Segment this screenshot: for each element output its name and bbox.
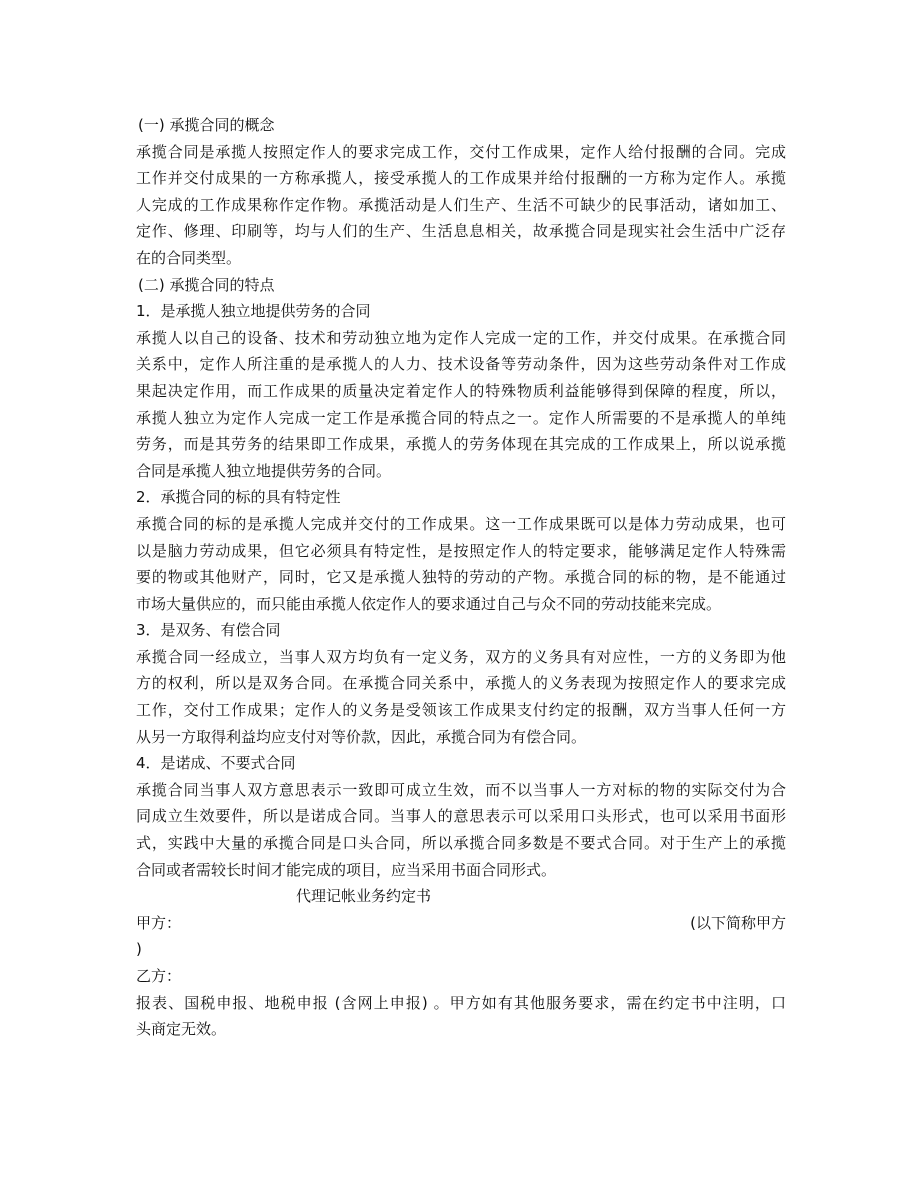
paragraph-concept — [136, 139, 786, 272]
text-line: 承揽合同当事人双方意思表示一致即可成立生效，而不以当事人一方对标的物的实际交付为合 — [136, 780, 786, 799]
paragraph-feature-4 — [136, 777, 786, 883]
text-line: 承揽合同的标的是承揽人完成并交付的工作成果。这一工作成果既可以是体力劳动成果，也可 — [136, 514, 786, 533]
text-line: 承揽合同是承揽人按照定作人的要求完成工作，交付工作成果，定作人给付报酬的合同。完成 — [136, 142, 786, 161]
text-line: 定作、修理、印刷等，均与人们的生产、生活息息相关，故承揽合同是现实社会生活中广泛存 — [136, 222, 786, 241]
text-line: 劳务，而是其劳务的结果即工作成果，承揽人的劳务体现在其完成的工作成果上，所以说承揽 — [136, 435, 786, 454]
text-line: 市场大量供应的，而只能由承揽人依定作人的要求通过自己与众不同的劳动技能来完成。 — [136, 594, 722, 613]
section-heading-concept: (一) 承揽合同的概念 — [138, 116, 275, 134]
party-a-suffix: (以下简称甲方 — [690, 913, 786, 932]
text-line: 人完成的工作成果称作定作物。承揽活动是人们生产、生活不可缺少的民事活动，诸如加工、 — [136, 195, 786, 214]
feature-heading-1: 1．是承揽人独立地提供劳务的合同 — [136, 302, 371, 321]
feature-heading-3: 3．是双务、有偿合同 — [136, 621, 281, 640]
paragraph-feature-1 — [136, 325, 786, 485]
text-line: 工作并交付成果的一方称承揽人，接受承揽人的工作成果并给付报酬的一方称为定作人。承揽 — [136, 169, 786, 188]
text-line: 承揽人独立为定作人完成一定工作是承揽合同的特点之一。定作人所需要的不是承揽人的单纯 — [136, 408, 786, 427]
paragraph-services — [136, 990, 786, 1043]
text-line: 头商定无效。 — [136, 1020, 227, 1039]
party-a-label: 甲方： — [136, 913, 182, 932]
feature-heading-2: 2．承揽合同的标的具有特定性 — [136, 488, 341, 507]
section-heading-features: (二) 承揽合同的特点 — [138, 275, 275, 294]
text-line: 承揽人以自己的设备、技术和劳动独立地为定作人完成一定的工作，并交付成果。在承揽合同 — [136, 328, 786, 347]
party-a-close: ) — [136, 940, 142, 959]
text-line: 从另一方取得利益均应支付对等价款，因此，承揽合同为有偿合同。 — [136, 727, 587, 746]
text-line: 果起决定作用，而工作成果的质量决定着定作人的特殊物质利益能够得到保障的程度，所以， — [136, 381, 786, 400]
text-line: 同成立生效要件，所以是诺成合同。当事人的意思表示可以采用口头形式，也可以采用书面形 — [136, 807, 786, 826]
text-line: 报表、国税申报、地税申报 (含网上申报) 。甲方如有其他服务要求，需在约定书中注明，口 — [136, 993, 786, 1012]
text-line: 合同或者需较长时间才能完成的项目，应当采用书面合同形式。 — [136, 860, 557, 879]
party-a-line — [136, 910, 786, 937]
text-line: 关系中，定作人所注重的是承揽人的人力、技术设备等劳动条件，因为这些劳动条件对工作成 — [136, 355, 786, 374]
text-line: 方的权利，所以是双务合同。在承揽合同关系中，承揽人的义务表现为按照定作人的要求完成 — [136, 674, 786, 693]
agreement-title: 代理记帐业务约定书 — [296, 887, 432, 906]
paragraph-feature-2 — [136, 511, 786, 617]
party-b-line: 乙方： — [136, 967, 182, 985]
text-line: 工作，交付工作成果；定作人的义务是受领该工作成果支付约定的报酬，双方当事人任何一方 — [136, 701, 786, 720]
document-body — [136, 112, 786, 1043]
text-line: 式，实践中大量的承揽合同是口头合同，所以承揽合同多数是不要式合同。对于生产上的承揽 — [136, 834, 786, 853]
text-line: 在的合同类型。 — [136, 248, 242, 267]
text-line: 以是脑力劳动成果，但它必须具有特定性，是按照定作人的特定要求，能够满足定作人特殊需 — [136, 541, 786, 560]
text-line: 要的物或其他财产，同时，它又是承揽人独特的劳动的产物。承揽合同的标的物，是不能通过 — [136, 568, 786, 587]
feature-heading-4: 4．是诺成、不要式合同 — [136, 754, 296, 773]
text-line: 合同是承揽人独立地提供劳务的合同。 — [136, 461, 392, 480]
paragraph-feature-3 — [136, 644, 786, 750]
text-line: 承揽合同一经成立，当事人双方均负有一定义务，双方的义务具有对应性，一方的义务即为他 — [136, 647, 786, 666]
